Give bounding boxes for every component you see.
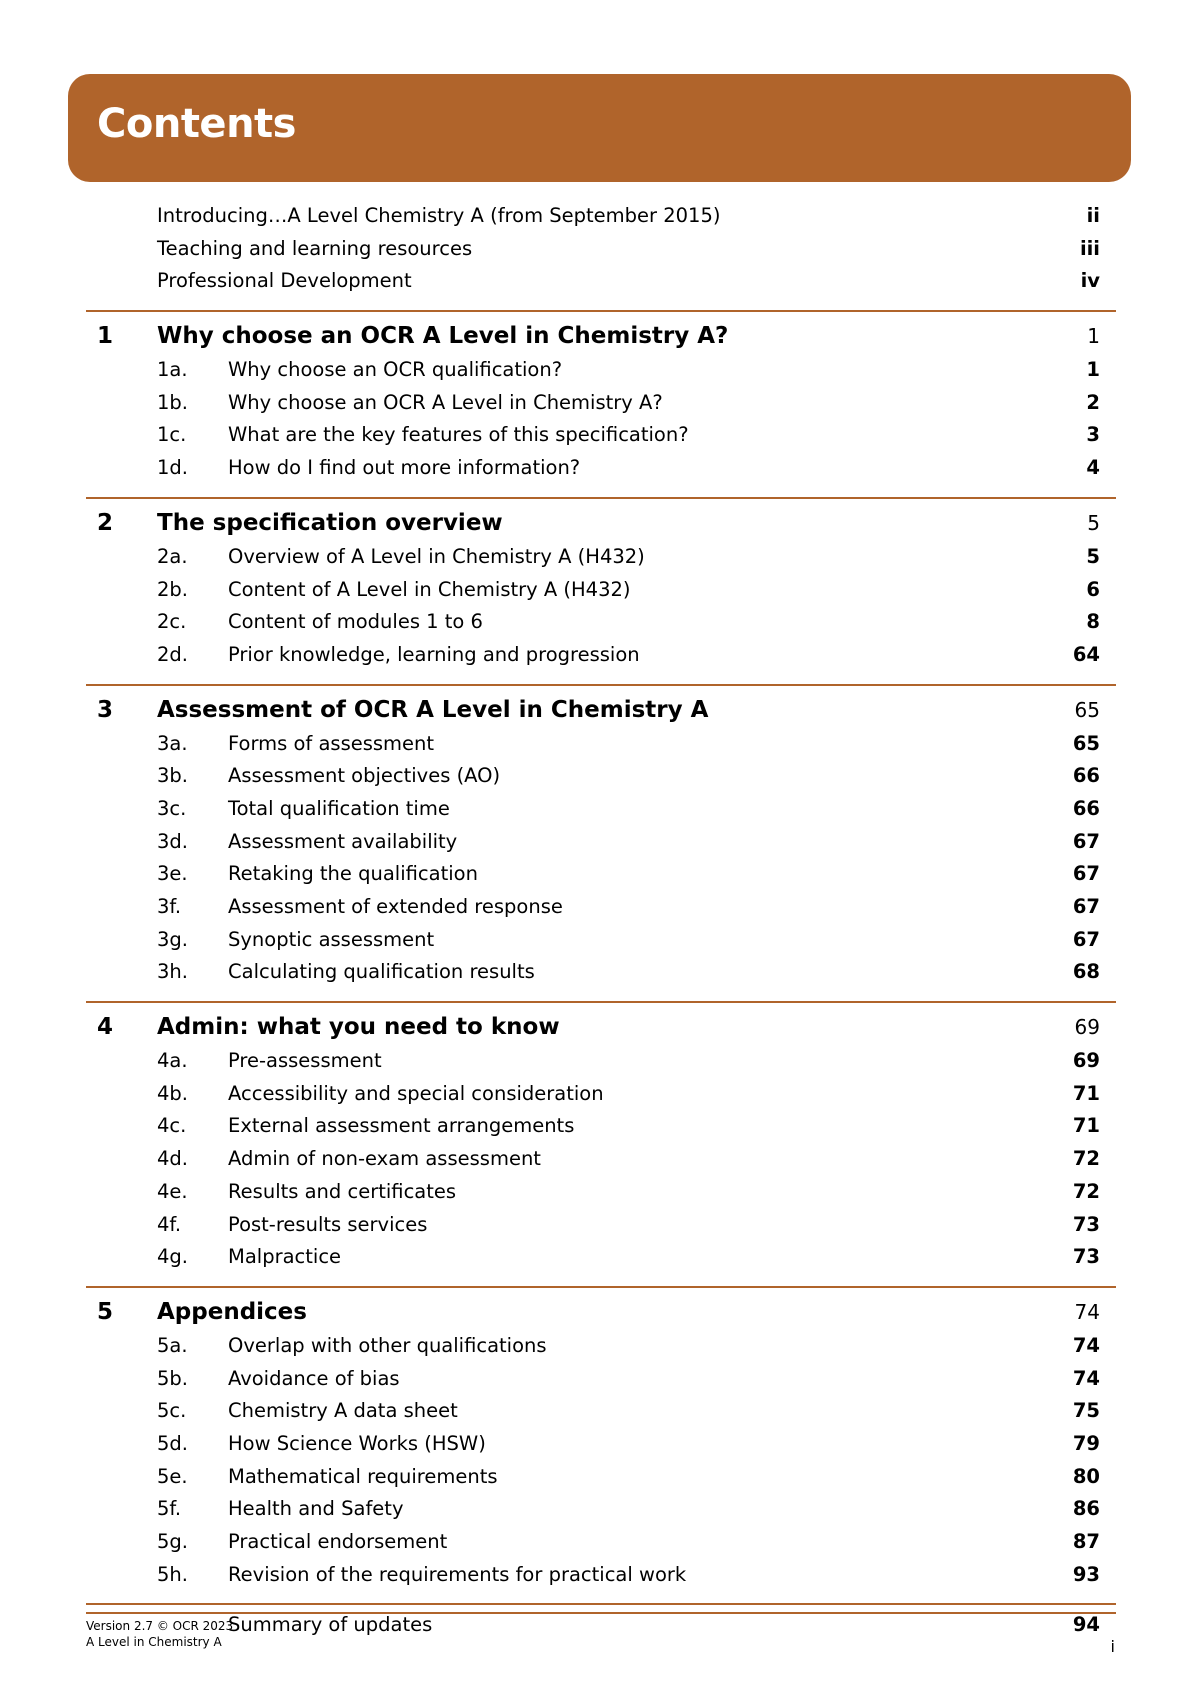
toc-entry[interactable] — [86, 793, 1116, 826]
toc-entry-page: 66 — [1072, 796, 1100, 820]
toc-entry[interactable] — [86, 1110, 1116, 1143]
toc-entry-title: Introducing…A Level Chemistry A (from September 2015) — [157, 204, 721, 227]
toc-entry-page: 93 — [1072, 1562, 1100, 1586]
toc-entry-title: Revision of the requirements for practical work — [228, 1562, 687, 1586]
toc-entry-number: 2a. — [157, 544, 188, 568]
toc-entry[interactable] — [86, 728, 1116, 761]
footer-page-number: i — [1110, 1637, 1115, 1656]
toc-entry[interactable] — [86, 419, 1116, 452]
toc-entry[interactable] — [86, 639, 1116, 672]
toc-entry-page: 79 — [1072, 1431, 1100, 1455]
toc-entry-number: 3h. — [157, 960, 188, 984]
toc-entry-title: Mathematical requirements — [228, 1464, 498, 1488]
section-page: 74 — [1074, 1299, 1100, 1324]
toc-section-heading[interactable] — [86, 1294, 1116, 1330]
toc-section-heading[interactable] — [86, 505, 1116, 541]
toc-entry-number: 4b. — [157, 1081, 188, 1105]
toc-entry-summary[interactable] — [86, 1609, 1116, 1642]
toc-entry-number: 5h. — [157, 1562, 188, 1586]
toc-entry-title: Synoptic assessment — [228, 927, 435, 951]
toc-entry[interactable] — [86, 826, 1116, 859]
toc-entry-number: 1b. — [157, 390, 188, 414]
toc-entry-page: 75 — [1072, 1399, 1100, 1423]
toc-entry-number: 3e. — [157, 862, 188, 886]
toc-entry-page: 69 — [1072, 1049, 1100, 1073]
toc-entry-number: 4d. — [157, 1147, 188, 1171]
toc-entry-page: 73 — [1072, 1212, 1100, 1236]
section-number: 1 — [97, 323, 114, 350]
toc-entry-page: 73 — [1072, 1245, 1100, 1269]
toc-section — [86, 497, 1116, 672]
toc-entry-title: Overview of A Level in Chemistry A (H432) — [228, 544, 645, 568]
toc-section-heading[interactable] — [86, 318, 1116, 354]
toc-entry-title: How Science Works (HSW) — [228, 1431, 486, 1455]
toc-entry-page: 5 — [1086, 544, 1100, 568]
toc-entry-page: 4 — [1086, 456, 1100, 480]
toc-entry[interactable] — [86, 1559, 1116, 1592]
toc-entry[interactable] — [86, 1493, 1116, 1526]
toc-entry-page: 94 — [1072, 1613, 1100, 1637]
section-title: Assessment of OCR A Level in Chemistry A — [157, 696, 709, 723]
toc-entry[interactable] — [86, 924, 1116, 957]
toc-entry-title: Health and Safety — [228, 1497, 404, 1521]
toc-entry-title: Assessment objectives (AO) — [228, 764, 501, 788]
section-page: 5 — [1087, 510, 1100, 535]
toc-entry-number: 1d. — [157, 456, 188, 480]
section-number: 2 — [97, 509, 114, 536]
toc-entry-page: 87 — [1072, 1530, 1100, 1553]
toc-entry-number: 3b. — [157, 764, 188, 788]
footer-version: Version 2.7 © OCR 2023 — [86, 1619, 234, 1633]
sections-list — [86, 310, 1116, 1591]
toc-entry-number: 5b. — [157, 1366, 188, 1390]
toc-entry-number: 5d. — [157, 1431, 188, 1455]
toc-entry-page: 1 — [1086, 358, 1100, 382]
toc-entry-title: Summary of updates — [228, 1613, 433, 1637]
toc-entry-title: Total qualification time — [228, 796, 450, 820]
toc-entry-title: Content of modules 1 to 6 — [228, 610, 483, 634]
toc-entry-number: 4g. — [157, 1245, 188, 1269]
footer-doc-title: A Level in Chemistry A — [86, 1635, 222, 1649]
toc-entry-title: How do I find out more information? — [228, 456, 581, 480]
toc-entry[interactable] — [86, 956, 1116, 989]
section-page: 1 — [1087, 324, 1100, 349]
toc-entry-title: Calculating qualification results — [228, 960, 535, 984]
toc-entry[interactable] — [86, 606, 1116, 639]
toc-entry-title: Teaching and learning resources — [157, 236, 473, 260]
toc-entry-page: 71 — [1072, 1081, 1100, 1105]
toc-entry-number: 3a. — [157, 731, 188, 755]
summary-section — [86, 1603, 1116, 1642]
toc-entry[interactable] — [86, 387, 1116, 420]
toc-entry-page: 67 — [1072, 895, 1100, 918]
toc-entry-number: 5g. — [157, 1530, 188, 1553]
toc-section-heading[interactable] — [86, 692, 1116, 728]
toc-entry[interactable] — [86, 452, 1116, 485]
toc-section — [86, 1001, 1116, 1274]
toc-entry-title: Content of A Level in Chemistry A (H432) — [228, 577, 631, 601]
toc-entry-number: 2b. — [157, 577, 188, 601]
toc-entry-title: Overlap with other qualifications — [228, 1333, 547, 1357]
toc-entry-title: Chemistry A data sheet — [228, 1399, 458, 1423]
toc-entry-number: 2c. — [157, 610, 187, 634]
toc-entry-title: Accessibility and special consideration — [228, 1081, 604, 1105]
section-number: 5 — [97, 1298, 114, 1325]
toc-entry-page: iv — [1080, 269, 1100, 293]
toc-entry-number: 3g. — [157, 927, 188, 951]
toc-entry-page: 74 — [1072, 1366, 1100, 1390]
toc-entry-title: Avoidance of bias — [228, 1366, 400, 1390]
section-title: Why choose an OCR A Level in Chemistry A? — [157, 323, 729, 350]
toc-entry-page: 3 — [1086, 423, 1100, 447]
toc-section-heading[interactable] — [86, 1009, 1116, 1045]
footer — [86, 1618, 233, 1650]
toc-entry-title: Retaking the qualification — [228, 862, 478, 886]
toc-entry[interactable] — [86, 858, 1116, 891]
section-title: Appendices — [157, 1298, 307, 1325]
toc-entry[interactable] — [86, 1395, 1116, 1428]
toc-entry[interactable] — [86, 891, 1116, 924]
toc-entry[interactable] — [86, 1526, 1116, 1559]
toc-entry-page: 64 — [1072, 642, 1100, 666]
toc-entry[interactable] — [86, 1045, 1116, 1078]
toc-entry-number: 3d. — [157, 829, 188, 853]
toc-entry-page: 68 — [1072, 960, 1100, 984]
toc-entry-page: 67 — [1072, 829, 1100, 853]
table-of-contents — [86, 200, 1116, 1642]
toc-entry-page: 6 — [1086, 577, 1100, 601]
section-page: 69 — [1074, 1015, 1100, 1040]
toc-entry[interactable] — [86, 574, 1116, 607]
toc-section — [86, 684, 1116, 990]
toc-entry[interactable] — [86, 1428, 1116, 1461]
toc-entry[interactable] — [86, 760, 1116, 793]
toc-entry[interactable] — [86, 1078, 1116, 1111]
toc-entry[interactable] — [86, 1209, 1116, 1242]
toc-entry-page: 67 — [1072, 862, 1100, 886]
toc-entry-page: 8 — [1086, 610, 1100, 634]
toc-entry-intro[interactable] — [86, 265, 1116, 298]
toc-entry[interactable] — [86, 1241, 1116, 1274]
toc-entry-number: 4c. — [157, 1114, 187, 1138]
toc-entry-number: 4a. — [157, 1049, 188, 1073]
toc-entry-page: 65 — [1072, 731, 1100, 755]
toc-entry-title: Assessment availability — [228, 829, 458, 853]
toc-entry-number: 5a. — [157, 1333, 188, 1357]
section-page: 65 — [1074, 697, 1100, 722]
toc-entry-title: Pre-assessment — [228, 1049, 382, 1073]
toc-entry-title: Forms of assessment — [228, 731, 435, 755]
toc-entry[interactable] — [86, 541, 1116, 574]
toc-entry-title: Practical endorsement — [228, 1530, 448, 1553]
toc-entry-title: Post-results services — [228, 1212, 428, 1236]
bottom-divider — [86, 1612, 1116, 1614]
section-number: 4 — [97, 1014, 114, 1041]
toc-entry-number: 3f. — [157, 895, 182, 918]
section-number: 3 — [97, 696, 114, 723]
toc-entry[interactable] — [86, 1363, 1116, 1396]
toc-entry-page: 80 — [1072, 1464, 1100, 1488]
toc-entry-page: 67 — [1072, 927, 1100, 951]
toc-section — [86, 310, 1116, 485]
section-title: Admin: what you need to know — [157, 1014, 560, 1041]
toc-entry-number: 1a. — [157, 358, 188, 382]
toc-entry-title: Why choose an OCR qualification? — [228, 358, 563, 382]
toc-entry-number: 3c. — [157, 796, 187, 820]
toc-entry[interactable] — [86, 1176, 1116, 1209]
toc-entry-page: 66 — [1072, 764, 1100, 788]
contents-header — [68, 74, 1131, 182]
toc-entry-page: 2 — [1086, 390, 1100, 414]
toc-entry-number: 5e. — [157, 1464, 188, 1488]
toc-entry-page: 74 — [1072, 1333, 1100, 1357]
toc-entry-number: 5f. — [157, 1497, 182, 1521]
toc-entry-title: What are the key features of this specification? — [228, 423, 689, 447]
toc-entry[interactable] — [86, 1330, 1116, 1363]
toc-entry-page: ii — [1086, 204, 1100, 227]
intro-list — [86, 200, 1116, 298]
toc-entry-number: 2d. — [157, 642, 188, 666]
toc-entry-number: 4f. — [157, 1212, 182, 1236]
toc-entry-page: 71 — [1072, 1114, 1100, 1138]
toc-entry-title: Professional Development — [157, 269, 412, 293]
toc-entry-title: Assessment of extended response — [228, 895, 563, 918]
toc-entry-title: Admin of non-exam assessment — [228, 1147, 541, 1171]
toc-entry-page: 72 — [1072, 1147, 1100, 1171]
toc-section — [86, 1286, 1116, 1592]
toc-entry-title: Prior knowledge, learning and progression — [228, 642, 640, 666]
toc-entry-intro[interactable] — [86, 233, 1116, 266]
toc-entry-page: 72 — [1072, 1179, 1100, 1203]
toc-entry-page: iii — [1079, 236, 1100, 260]
toc-entry-intro[interactable] — [86, 200, 1116, 233]
toc-entry-number: 5c. — [157, 1399, 187, 1423]
toc-entry[interactable] — [86, 354, 1116, 387]
toc-entry-page: 86 — [1072, 1497, 1100, 1521]
toc-entry-title: Why choose an OCR A Level in Chemistry A? — [228, 390, 663, 414]
toc-entry-title: Results and certificates — [228, 1179, 457, 1203]
page-title: Contents — [97, 101, 296, 147]
section-title: The specification overview — [157, 509, 503, 536]
toc-entry-title: External assessment arrangements — [228, 1114, 575, 1138]
toc-entry-title: Malpractice — [228, 1245, 342, 1269]
toc-entry-number: 1c. — [157, 423, 187, 447]
toc-entry[interactable] — [86, 1143, 1116, 1176]
toc-entry-number: 4e. — [157, 1179, 188, 1203]
toc-entry[interactable] — [86, 1461, 1116, 1494]
